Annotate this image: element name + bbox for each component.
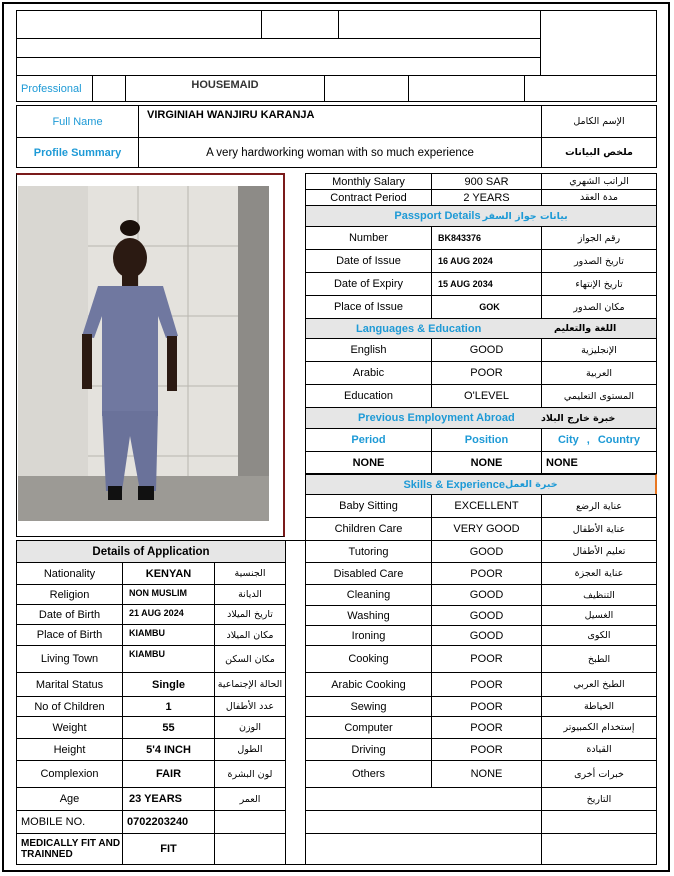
- application-row-ar: الديانة: [214, 584, 286, 605]
- employment-title: Previous Employment Abroad: [358, 412, 515, 424]
- application-row-ar: الوزن: [214, 716, 286, 739]
- header-blank-2: [261, 10, 339, 39]
- period-label: Contract Period: [305, 189, 432, 206]
- gap-column: [285, 540, 306, 865]
- skill-row-ar: الطبخ العربي: [541, 672, 657, 697]
- skill-row-label: Driving: [305, 738, 432, 761]
- employment-col-position: Position: [431, 428, 542, 452]
- passport-row-ar: تاريخ الإنتهاء: [541, 272, 657, 296]
- skill-row-value: GOOD: [431, 540, 542, 563]
- application-row-ar: تاريخ الميلاد: [214, 604, 286, 625]
- language-row-value: POOR: [431, 361, 542, 385]
- application-row-value: 23 YEARS: [122, 787, 215, 811]
- skill-row-label: Washing: [305, 605, 432, 626]
- skill-row-value: EXCELLENT: [431, 494, 542, 518]
- employment-col-city: City: [557, 434, 579, 446]
- full-name-value: VIRGINIAH WANJIRU KARANJA: [138, 105, 542, 138]
- skill-row-value: POOR: [431, 562, 542, 585]
- history-ar: التاريخ: [541, 787, 657, 811]
- passport-title-ar: بيانات جواز السفر: [482, 210, 568, 222]
- application-row-value: FAIR: [122, 760, 215, 788]
- application-row-ar: مكان السكن: [214, 645, 286, 673]
- passport-title: Passport Details: [394, 210, 481, 222]
- skill-row-value: POOR: [431, 672, 542, 697]
- skill-row-value: POOR: [431, 738, 542, 761]
- skill-row-ar: إستخدام الكمبيوتر: [541, 716, 657, 739]
- professional-blank: [92, 75, 126, 102]
- passport-section-header: [305, 205, 657, 227]
- blank-right-3: [305, 833, 542, 865]
- applicant-photo-image: [18, 186, 269, 521]
- profile-ar: ملخص البيانات: [541, 137, 657, 168]
- professional-blank-2: [324, 75, 409, 102]
- application-row-value: 55: [122, 716, 215, 739]
- blank-right-2: [541, 810, 657, 834]
- period-value: 2 YEARS: [431, 189, 542, 206]
- language-row-value: GOOD: [431, 338, 542, 362]
- header-blank-5: [16, 57, 541, 76]
- application-row-value: KENYAN: [122, 562, 215, 585]
- skill-row-ar: عناية الرضع: [541, 494, 657, 518]
- full-name-ar: الإسم الكامل: [541, 105, 657, 138]
- skill-row-ar: الطبخ: [541, 645, 657, 673]
- professional-blank-3: [408, 75, 525, 102]
- skill-row-label: Children Care: [305, 517, 432, 541]
- blank-right-1: [305, 810, 542, 834]
- skill-row-label: Others: [305, 760, 432, 788]
- passport-row-label: Number: [305, 226, 432, 250]
- skill-row-ar: التنظيف: [541, 584, 657, 606]
- passport-row-ar: تاريخ الصدور: [541, 249, 657, 273]
- skills-title: Skills & Experience: [403, 478, 505, 491]
- application-row-label: Height: [16, 738, 123, 761]
- skills-section-header: [305, 474, 657, 495]
- application-row-ar: عدد الأطفال: [214, 696, 286, 717]
- skill-row-label: Baby Sitting: [305, 494, 432, 518]
- skill-row-ar: الخياطة: [541, 696, 657, 717]
- application-row-ar: مكان الميلاد: [214, 624, 286, 646]
- language-row-value: O'LEVEL: [431, 384, 542, 408]
- passport-row-ar: مكان الصدور: [541, 295, 657, 319]
- passport-row-value: GOK: [431, 295, 542, 319]
- skill-row-value: POOR: [431, 716, 542, 739]
- employment-title-ar: خبرة خارج البلاد: [541, 412, 616, 424]
- languages-section-header: [305, 318, 657, 339]
- skill-row-ar: القيادة: [541, 738, 657, 761]
- profile-value: A very hardworking woman with so much experience: [138, 137, 542, 168]
- passport-row-value: 16 AUG 2024: [431, 249, 542, 273]
- application-row-label: Date of Birth: [16, 604, 123, 625]
- salary-ar: الراتب الشهري: [541, 173, 657, 190]
- language-row-ar: العربية: [541, 361, 657, 385]
- header-blank-logo: [540, 10, 657, 76]
- application-row-ar: العمر: [214, 787, 286, 811]
- application-row-label: No of Children: [16, 696, 123, 717]
- application-row-label: Living Town: [16, 645, 123, 673]
- application-row-ar: الحالة الإجتماعية: [214, 672, 286, 697]
- passport-row-value: BK843376: [431, 226, 542, 250]
- application-row-ar: الجنسية: [214, 562, 286, 585]
- language-row-ar: الإنجليزية: [541, 338, 657, 362]
- passport-row-ar: رقم الجواز: [541, 226, 657, 250]
- employment-period: NONE: [305, 451, 432, 474]
- mobile-value: 0702203240: [122, 810, 215, 834]
- skill-row-label: Ironing: [305, 625, 432, 646]
- skill-row-label: Sewing: [305, 696, 432, 717]
- passport-row-label: Date of Expiry: [305, 272, 432, 296]
- skill-row-ar: الكوى: [541, 625, 657, 646]
- application-row-label: Place of Birth: [16, 624, 123, 646]
- history-blank: [305, 787, 542, 811]
- languages-title: Languages & Education: [356, 322, 482, 335]
- applicant-photo: [18, 186, 269, 521]
- language-row-ar: المستوى التعليمي: [541, 384, 657, 408]
- application-row-ar: لون البشرة: [214, 760, 286, 788]
- skill-row-value: GOOD: [431, 584, 542, 606]
- profile-label: Profile Summary: [16, 137, 139, 168]
- header-blank-3: [338, 10, 541, 39]
- application-row-label: Marital Status: [16, 672, 123, 697]
- skill-row-value: POOR: [431, 696, 542, 717]
- professional-blank-4: [524, 75, 657, 102]
- skills-title-ar: خبرة العمل: [504, 479, 558, 490]
- application-section-header: Details of Application: [16, 540, 286, 563]
- employment-col-sep: ,: [586, 434, 590, 446]
- application-row-label: Age: [16, 787, 123, 811]
- medical-label-line-1: MEDICALLY FIT AND: [21, 838, 121, 849]
- employment-country: NONE: [541, 451, 657, 474]
- medical-label-line-2: TRAINNED: [21, 849, 73, 860]
- language-row-label: English: [305, 338, 432, 362]
- skill-row-value: GOOD: [431, 605, 542, 626]
- mobile-label: MOBILE NO.: [16, 810, 123, 834]
- application-row-value: 21 AUG 2024: [122, 604, 215, 625]
- skill-row-ar: عناية العجزة: [541, 562, 657, 585]
- passport-row-value: 15 AUG 2034: [431, 272, 542, 296]
- skill-row-label: Computer: [305, 716, 432, 739]
- passport-row-label: Date of Issue: [305, 249, 432, 273]
- skill-row-ar: عناية الأطفال: [541, 517, 657, 541]
- skill-row-label: Cooking: [305, 645, 432, 673]
- position-value: HOUSEMAID: [125, 75, 325, 102]
- full-name-label: Full Name: [16, 105, 139, 138]
- employment-col-city-country: [541, 428, 657, 452]
- application-row-label: Complexion: [16, 760, 123, 788]
- skill-row-ar: خبرات أخرى: [541, 760, 657, 788]
- passport-row-label: Place of Issue: [305, 295, 432, 319]
- medical-label: [16, 833, 123, 865]
- employment-col-period: Period: [305, 428, 432, 452]
- application-row-value: NON MUSLIM: [122, 584, 215, 605]
- employment-position: NONE: [431, 451, 542, 474]
- medical-value: FIT: [122, 833, 215, 865]
- medical-blank: [214, 833, 286, 865]
- skill-row-value: NONE: [431, 760, 542, 788]
- mobile-blank: [214, 810, 286, 834]
- skill-row-value: GOOD: [431, 625, 542, 646]
- languages-title-ar: اللغة والتعليم: [554, 323, 617, 334]
- language-row-label: Education: [305, 384, 432, 408]
- application-row-label: Nationality: [16, 562, 123, 585]
- application-row-value: Single: [122, 672, 215, 697]
- skill-row-label: Arabic Cooking: [305, 672, 432, 697]
- header-blank-1: [16, 10, 262, 39]
- application-row-label: Weight: [16, 716, 123, 739]
- application-row-value: KIAMBU: [122, 645, 215, 673]
- employment-col-country: Country: [597, 434, 640, 446]
- blank-right-4: [541, 833, 657, 865]
- skill-row-ar: تعليم الأطفال: [541, 540, 657, 563]
- skill-row-value: POOR: [431, 645, 542, 673]
- header-blank-4: [16, 38, 541, 58]
- application-row-label: Religion: [16, 584, 123, 605]
- salary-value: 900 SAR: [431, 173, 542, 190]
- application-row-value: 1: [122, 696, 215, 717]
- skill-row-label: Tutoring: [305, 540, 432, 563]
- employment-section-header: [305, 407, 657, 429]
- application-row-ar: الطول: [214, 738, 286, 761]
- skill-row-label: Disabled Care: [305, 562, 432, 585]
- skill-row-value: VERY GOOD: [431, 517, 542, 541]
- skill-row-ar: الغسيل: [541, 605, 657, 626]
- period-ar: مدة العقد: [541, 189, 657, 206]
- language-row-label: Arabic: [305, 361, 432, 385]
- salary-label: Monthly Salary: [305, 173, 432, 190]
- professional-label: Professional: [16, 75, 93, 102]
- skill-row-label: Cleaning: [305, 584, 432, 606]
- application-row-value: 5'4 INCH: [122, 738, 215, 761]
- application-row-value: KIAMBU: [122, 624, 215, 646]
